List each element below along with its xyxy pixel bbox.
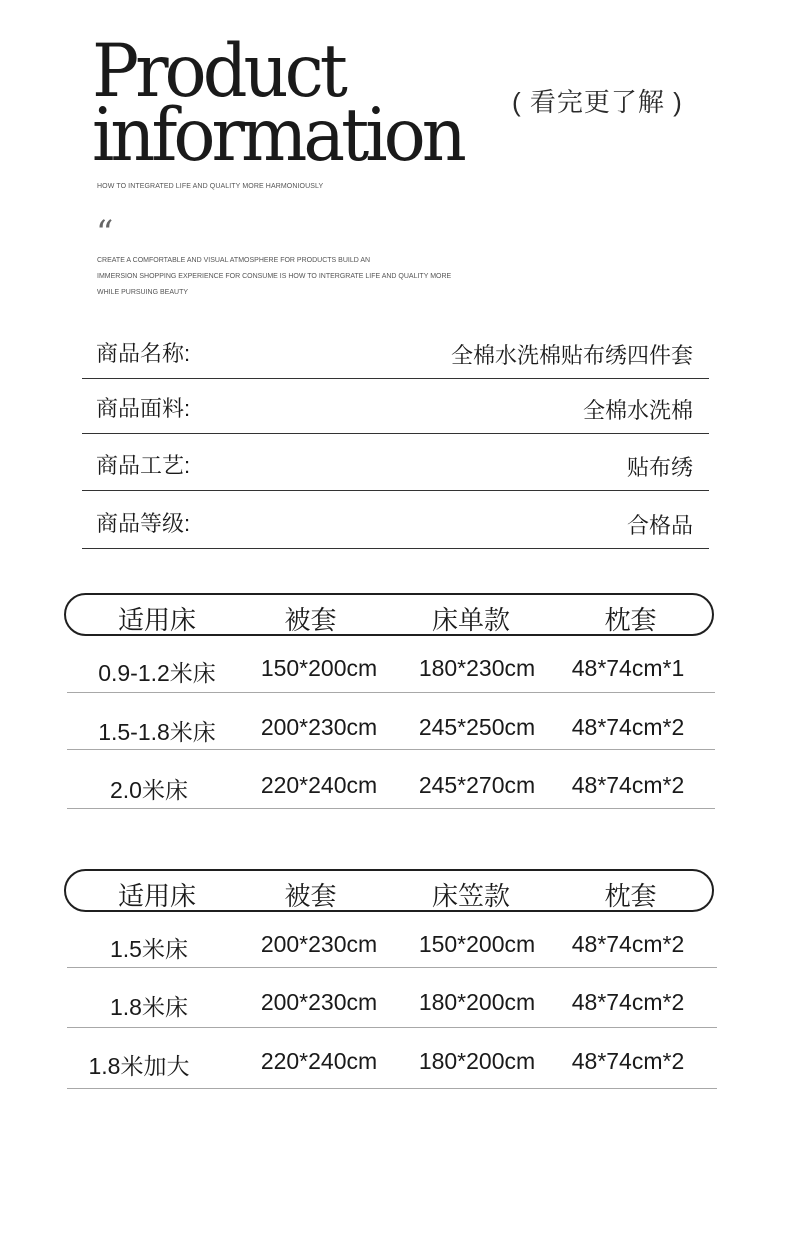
table-cell: 48*74cm*2 bbox=[571, 1048, 685, 1074]
table-cell: 180*230cm bbox=[418, 655, 536, 681]
table-cell: 200*230cm bbox=[260, 931, 378, 957]
row-divider bbox=[67, 808, 715, 809]
table-cell: 150*200cm bbox=[418, 931, 536, 957]
table-cell: 180*200cm bbox=[418, 1048, 536, 1074]
table-cell: 48*74cm*2 bbox=[571, 714, 685, 740]
intro-line: CREATE A COMFORTABLE AND VISUAL ATMOSPHERE FOR PRODUCTS BUILD AN bbox=[97, 257, 371, 264]
table-cell: 48*74cm*2 bbox=[571, 989, 685, 1015]
table1-header-sheet: 床单款 bbox=[431, 605, 510, 635]
table-cell: 245*270cm bbox=[418, 772, 536, 798]
table-cell: 200*230cm bbox=[260, 714, 378, 740]
intro-text bbox=[97, 253, 517, 301]
info-row-grade bbox=[82, 490, 709, 549]
info-row-name bbox=[82, 320, 709, 379]
table-cell: 245*250cm bbox=[418, 714, 536, 740]
quote-mark-icon: “ bbox=[96, 213, 114, 253]
row-divider bbox=[67, 749, 715, 750]
table-cell: 48*74cm*2 bbox=[571, 931, 685, 957]
info-label: 商品面料: bbox=[96, 396, 191, 421]
table2-header-bed: 适用床 bbox=[117, 881, 196, 911]
table-cell: 1.5-1.8米床 bbox=[98, 719, 216, 745]
row-divider bbox=[67, 1088, 717, 1089]
info-value: 全棉水洗棉贴布绣四件套 bbox=[450, 343, 693, 368]
read-more-note: ( 看完更了解 ) bbox=[512, 87, 683, 117]
table-cell: 1.5米床 bbox=[110, 936, 188, 962]
info-value: 合格品 bbox=[626, 513, 693, 538]
table2-header-duvet: 被套 bbox=[284, 881, 337, 911]
table-cell: 180*200cm bbox=[418, 989, 536, 1015]
tagline: HOW TO INTEGRATED LIFE AND QUALITY MORE HARMONIOUSLY bbox=[97, 183, 324, 190]
table-cell: 48*74cm*1 bbox=[571, 655, 685, 681]
info-value: 全棉水洗棉 bbox=[582, 398, 693, 423]
row-divider bbox=[67, 692, 715, 693]
table-cell: 48*74cm*2 bbox=[571, 772, 685, 798]
info-row-craft bbox=[82, 432, 709, 491]
table-cell: 220*240cm bbox=[260, 1048, 378, 1074]
page-title-line2: information bbox=[92, 91, 463, 178]
table-cell: 1.8米床 bbox=[110, 994, 188, 1020]
info-label: 商品等级: bbox=[96, 511, 191, 536]
table-cell: 150*200cm bbox=[260, 655, 378, 681]
table-cell: 2.0米床 bbox=[110, 777, 188, 803]
table1-header-pillow: 枕套 bbox=[604, 605, 657, 635]
table1-header-bed: 适用床 bbox=[117, 605, 196, 635]
row-divider bbox=[67, 967, 717, 968]
info-label: 商品工艺: bbox=[96, 453, 191, 478]
table-cell: 1.8米加大 bbox=[88, 1053, 190, 1079]
row-divider bbox=[67, 1027, 717, 1028]
info-row-fabric bbox=[82, 375, 709, 434]
intro-line: IMMERSION SHOPPING EXPERIENCE FOR CONSUME IS HOW TO INTERGRATE LIFE AND QUALITY MORE bbox=[97, 273, 452, 280]
table2-header-pillow: 枕套 bbox=[604, 881, 657, 911]
table-cell: 200*230cm bbox=[260, 989, 378, 1015]
info-value: 贴布绣 bbox=[626, 455, 693, 480]
info-label: 商品名称: bbox=[96, 341, 191, 366]
table2-header-fitted-sheet: 床笠款 bbox=[431, 881, 510, 911]
intro-line: WHILE PURSUING BEAUTY bbox=[97, 289, 189, 296]
table1-header-duvet: 被套 bbox=[284, 605, 337, 635]
table-cell: 0.9-1.2米床 bbox=[98, 660, 216, 686]
table-cell: 220*240cm bbox=[260, 772, 378, 798]
page-title-line1: Product bbox=[92, 27, 344, 114]
